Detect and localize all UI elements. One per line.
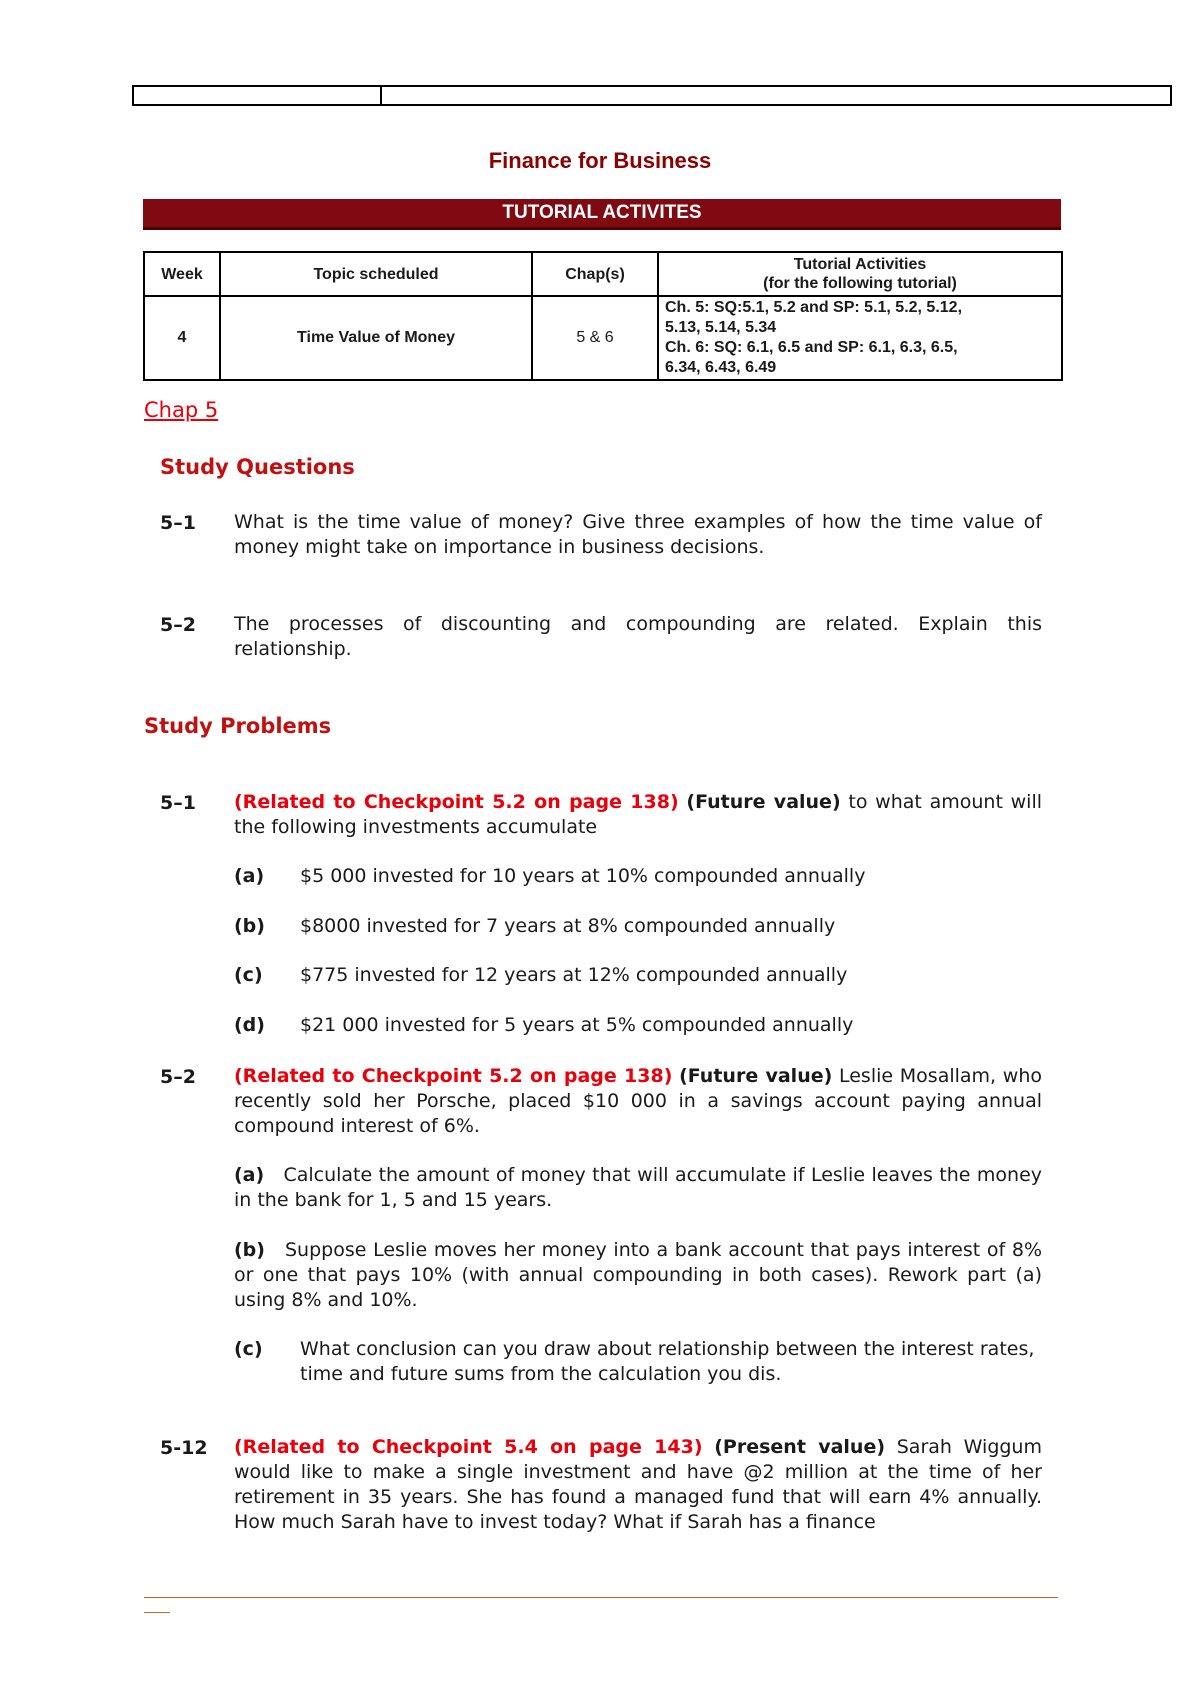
checkpoint-reference: (Related to Checkpoint 5.2 on page 138) bbox=[234, 1065, 673, 1087]
part-text: $775 invested for 12 years at 12% compounded annually bbox=[300, 964, 848, 986]
checkpoint-reference: (Related to Checkpoint 5.4 on page 143) bbox=[234, 1436, 703, 1458]
problem-body: Leslie Mosallam, who recently sold her Porsche, placed $10 000 in a savings account paying annual compound interest of 6%. bbox=[234, 1065, 1042, 1137]
problem-part bbox=[234, 1238, 1042, 1313]
footer-mark bbox=[144, 1612, 170, 1613]
header-topic: Topic scheduled bbox=[220, 252, 532, 296]
part-label: (c) bbox=[234, 1338, 263, 1360]
cell-topic: Time Value of Money bbox=[220, 296, 532, 380]
header-table-box bbox=[132, 85, 1172, 106]
problem-part bbox=[234, 865, 865, 887]
study-problems-heading: Study Problems bbox=[144, 714, 332, 738]
part-text: $21 000 invested for 5 years at 5% compounded annually bbox=[300, 1014, 854, 1036]
problem-text bbox=[234, 1435, 1042, 1535]
problem-number: 5–2 bbox=[160, 1066, 196, 1088]
activities-line3: Ch. 6: SQ: 6.1, 6.5 and SP: 6.1, 6.3, 6.5, bbox=[665, 339, 958, 356]
part-label: (a) bbox=[234, 1164, 265, 1186]
problem-body: Sarah Wiggum would like to make a single investment and have @2 million at the time of her retirement in 35 years. She has found a managed fund that will earn 4% annually. How much Sarah have to invest today? What if Sarah has a finance bbox=[234, 1436, 1042, 1533]
question-text: The processes of discounting and compounding are related. Explain this relationship. bbox=[234, 613, 1042, 660]
cell-chaps: 5 & 6 bbox=[532, 296, 658, 380]
problem-text bbox=[234, 790, 1042, 840]
header-chaps: Chap(s) bbox=[532, 252, 658, 296]
footer-rule bbox=[144, 1597, 1058, 1598]
question-text: What is the time value of money? Give three examples of how the time value of money might take on importance in business decisions. bbox=[234, 511, 1042, 558]
part-text: Calculate the amount of money that will accumulate if Leslie leaves the money in the bank for 1, 5 and 15 years. bbox=[234, 1164, 1043, 1211]
problem-topic: (Present value) bbox=[714, 1436, 886, 1458]
problem-body: to what amount will the following investments accumulate bbox=[234, 791, 1043, 838]
problem-number: 5-12 bbox=[160, 1437, 208, 1459]
part-label: (c) bbox=[234, 964, 263, 986]
part-text: $8000 invested for 7 years at 8% compounded annually bbox=[300, 915, 836, 937]
table-row bbox=[144, 296, 1062, 380]
problem-number: 5–1 bbox=[160, 792, 196, 814]
problem-part bbox=[234, 1337, 1042, 1387]
document-title: Finance for Business bbox=[488, 148, 712, 173]
study-questions-heading: Study Questions bbox=[160, 455, 355, 479]
problem-topic: (Future value) bbox=[686, 791, 841, 813]
part-label: (b) bbox=[234, 1239, 265, 1261]
activities-line1: Ch. 5: SQ:5.1, 5.2 and SP: 5.1, 5.2, 5.12, bbox=[665, 299, 963, 316]
part-text: Suppose Leslie moves her money into a bank account that pays interest of 8% or one that pays 10% (with annual compounding in both cases). Rework part (a) using 8% and 10%. bbox=[234, 1239, 1042, 1311]
part-text: $5 000 invested for 10 years at 10% compounded annually bbox=[300, 865, 866, 887]
part-label: (b) bbox=[234, 915, 265, 937]
problem-part bbox=[234, 964, 847, 986]
problem-text bbox=[234, 1064, 1042, 1139]
question-number: 5–2 bbox=[160, 614, 196, 636]
cell-activities bbox=[658, 296, 1062, 380]
question-number: 5–1 bbox=[160, 512, 196, 534]
activities-line4: 6.34, 6.43, 6.49 bbox=[665, 359, 777, 376]
activities-line2: 5.13, 5.14, 5.34 bbox=[665, 319, 777, 336]
header-activities bbox=[658, 252, 1062, 296]
header-divider bbox=[380, 87, 382, 104]
problem-topic: (Future value) bbox=[679, 1065, 833, 1087]
problem-part bbox=[234, 1014, 853, 1036]
part-label: (a) bbox=[234, 865, 265, 887]
chapter-heading: Chap 5 bbox=[144, 398, 219, 422]
header-week: Week bbox=[144, 252, 220, 296]
checkpoint-reference: (Related to Checkpoint 5.2 on page 138) bbox=[234, 791, 679, 813]
tutorial-schedule-table bbox=[143, 251, 1063, 381]
header-activities-line1: Tutorial Activities bbox=[793, 256, 927, 273]
tutorial-activities-band: TUTORIAL ACTIVITES bbox=[143, 199, 1061, 230]
problem-part bbox=[234, 1163, 1042, 1213]
cell-week: 4 bbox=[144, 296, 220, 380]
part-text: What conclusion can you draw about relationship between the interest rates, time and future sums from the calculation you dis. bbox=[300, 1338, 1035, 1385]
header-activities-line2: (for the following tutorial) bbox=[763, 275, 957, 292]
table-header-row bbox=[144, 252, 1062, 296]
part-label: (d) bbox=[234, 1014, 265, 1036]
problem-part bbox=[234, 915, 835, 937]
